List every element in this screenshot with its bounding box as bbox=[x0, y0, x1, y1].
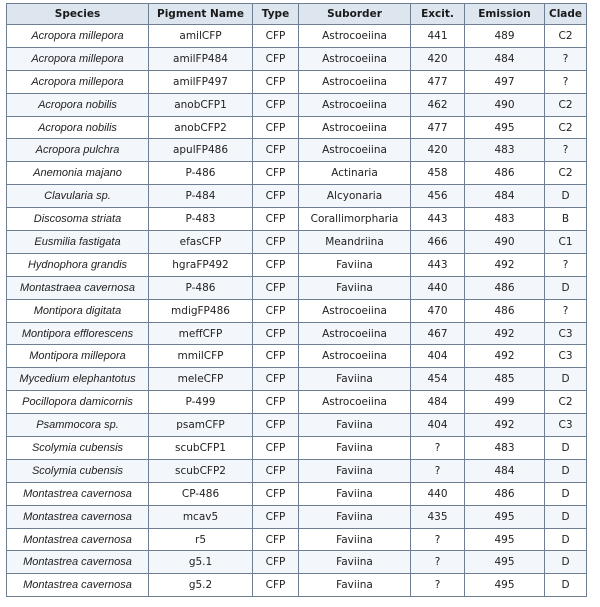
pigment-name-cell: meffCFP bbox=[149, 322, 253, 345]
emission-cell: 483 bbox=[465, 208, 545, 231]
clade-cell: ? bbox=[545, 70, 587, 93]
excitation-cell: 404 bbox=[411, 345, 465, 368]
table-row bbox=[7, 93, 587, 116]
suborder-cell: Alcyonaria bbox=[299, 185, 411, 208]
species-cell: Montastrea cavernosa bbox=[7, 482, 149, 505]
type-cell: CFP bbox=[253, 231, 299, 254]
clade-cell: ? bbox=[545, 253, 587, 276]
species-cell: Acropora nobilis bbox=[7, 93, 149, 116]
clade-cell: C2 bbox=[545, 162, 587, 185]
clade-cell: D bbox=[545, 482, 587, 505]
emission-cell: 492 bbox=[465, 253, 545, 276]
type-cell: CFP bbox=[253, 322, 299, 345]
pigment-name-cell: P-483 bbox=[149, 208, 253, 231]
excitation-cell: 440 bbox=[411, 482, 465, 505]
pigment-name-cell: scubCFP2 bbox=[149, 459, 253, 482]
table-row bbox=[7, 345, 587, 368]
clade-cell: D bbox=[545, 437, 587, 460]
type-cell: CFP bbox=[253, 482, 299, 505]
column-header-emission[interactable]: Emission bbox=[465, 4, 545, 25]
species-cell: Hydnophora grandis bbox=[7, 253, 149, 276]
pigment-name-cell: anobCFP1 bbox=[149, 93, 253, 116]
pigment-name-cell: anobCFP2 bbox=[149, 116, 253, 139]
pigment-name-cell: hgraFP492 bbox=[149, 253, 253, 276]
clade-cell: D bbox=[545, 574, 587, 597]
emission-cell: 495 bbox=[465, 551, 545, 574]
table-row bbox=[7, 437, 587, 460]
emission-cell: 499 bbox=[465, 391, 545, 414]
excitation-cell: 462 bbox=[411, 93, 465, 116]
emission-cell: 486 bbox=[465, 162, 545, 185]
suborder-cell: Faviina bbox=[299, 459, 411, 482]
table-row bbox=[7, 70, 587, 93]
pigment-name-cell: scubCFP1 bbox=[149, 437, 253, 460]
emission-cell: 495 bbox=[465, 574, 545, 597]
excitation-cell: 443 bbox=[411, 253, 465, 276]
type-cell: CFP bbox=[253, 528, 299, 551]
excitation-cell: ? bbox=[411, 459, 465, 482]
clade-cell: C3 bbox=[545, 345, 587, 368]
table-row bbox=[7, 299, 587, 322]
pigment-name-cell: P-486 bbox=[149, 162, 253, 185]
clade-cell: D bbox=[545, 551, 587, 574]
species-cell: Montastrea cavernosa bbox=[7, 551, 149, 574]
type-cell: CFP bbox=[253, 276, 299, 299]
type-cell: CFP bbox=[253, 25, 299, 48]
type-cell: CFP bbox=[253, 116, 299, 139]
pigment-name-cell: mmilCFP bbox=[149, 345, 253, 368]
species-cell: Discosoma striata bbox=[7, 208, 149, 231]
excitation-cell: 456 bbox=[411, 185, 465, 208]
pigment-name-cell: P-499 bbox=[149, 391, 253, 414]
clade-cell: ? bbox=[545, 299, 587, 322]
pigment-name-cell: P-484 bbox=[149, 185, 253, 208]
suborder-cell: Corallimorpharia bbox=[299, 208, 411, 231]
suborder-cell: Astrocoeiina bbox=[299, 391, 411, 414]
excitation-cell: 420 bbox=[411, 139, 465, 162]
type-cell: CFP bbox=[253, 459, 299, 482]
column-header-excitation[interactable]: Excit. bbox=[411, 4, 465, 25]
suborder-cell: Astrocoeiina bbox=[299, 116, 411, 139]
excitation-cell: 454 bbox=[411, 368, 465, 391]
suborder-cell: Faviina bbox=[299, 528, 411, 551]
type-cell: CFP bbox=[253, 551, 299, 574]
excitation-cell: ? bbox=[411, 551, 465, 574]
excitation-cell: 458 bbox=[411, 162, 465, 185]
emission-cell: 495 bbox=[465, 505, 545, 528]
species-cell: Acropora millepora bbox=[7, 47, 149, 70]
excitation-cell: 441 bbox=[411, 25, 465, 48]
clade-cell: D bbox=[545, 368, 587, 391]
emission-cell: 492 bbox=[465, 414, 545, 437]
header-row bbox=[7, 4, 587, 25]
emission-cell: 495 bbox=[465, 116, 545, 139]
suborder-cell: Faviina bbox=[299, 551, 411, 574]
type-cell: CFP bbox=[253, 162, 299, 185]
excitation-cell: ? bbox=[411, 528, 465, 551]
suborder-cell: Faviina bbox=[299, 574, 411, 597]
species-cell: Montipora millepora bbox=[7, 345, 149, 368]
clade-cell: C2 bbox=[545, 391, 587, 414]
emission-cell: 497 bbox=[465, 70, 545, 93]
table-row bbox=[7, 276, 587, 299]
column-header-clade[interactable]: Clade bbox=[545, 4, 587, 25]
emission-cell: 483 bbox=[465, 437, 545, 460]
column-header-suborder[interactable]: Suborder bbox=[299, 4, 411, 25]
excitation-cell: ? bbox=[411, 437, 465, 460]
species-cell: Acropora pulchra bbox=[7, 139, 149, 162]
excitation-cell: 466 bbox=[411, 231, 465, 254]
excitation-cell: 484 bbox=[411, 391, 465, 414]
type-cell: CFP bbox=[253, 574, 299, 597]
column-header-pigment-name[interactable]: Pigment Name bbox=[149, 4, 253, 25]
table-row bbox=[7, 459, 587, 482]
excitation-cell: 420 bbox=[411, 47, 465, 70]
excitation-cell: 404 bbox=[411, 414, 465, 437]
species-cell: Montipora efflorescens bbox=[7, 322, 149, 345]
suborder-cell: Astrocoeiina bbox=[299, 299, 411, 322]
column-header-species[interactable]: Species bbox=[7, 4, 149, 25]
species-cell: Pocillopora damicornis bbox=[7, 391, 149, 414]
clade-cell: ? bbox=[545, 139, 587, 162]
suborder-cell: Faviina bbox=[299, 414, 411, 437]
pigment-name-cell: r5 bbox=[149, 528, 253, 551]
suborder-cell: Faviina bbox=[299, 368, 411, 391]
clade-cell: C2 bbox=[545, 25, 587, 48]
table-row bbox=[7, 528, 587, 551]
species-cell: Scolymia cubensis bbox=[7, 437, 149, 460]
type-cell: CFP bbox=[253, 139, 299, 162]
pigment-name-cell: mcav5 bbox=[149, 505, 253, 528]
clade-cell: C1 bbox=[545, 231, 587, 254]
table-row bbox=[7, 414, 587, 437]
pigment-name-cell: mdigFP486 bbox=[149, 299, 253, 322]
table-row bbox=[7, 391, 587, 414]
species-cell: Acropora millepora bbox=[7, 70, 149, 93]
clade-cell: D bbox=[545, 528, 587, 551]
pigment-table bbox=[6, 3, 587, 597]
table-body bbox=[7, 25, 587, 597]
excitation-cell: 477 bbox=[411, 116, 465, 139]
pigment-name-cell: CP-486 bbox=[149, 482, 253, 505]
type-cell: CFP bbox=[253, 253, 299, 276]
table-row bbox=[7, 505, 587, 528]
pigment-name-cell: psamCFP bbox=[149, 414, 253, 437]
emission-cell: 484 bbox=[465, 185, 545, 208]
type-cell: CFP bbox=[253, 185, 299, 208]
emission-cell: 486 bbox=[465, 276, 545, 299]
clade-cell: D bbox=[545, 459, 587, 482]
suborder-cell: Astrocoeiina bbox=[299, 139, 411, 162]
excitation-cell: 443 bbox=[411, 208, 465, 231]
emission-cell: 492 bbox=[465, 345, 545, 368]
suborder-cell: Astrocoeiina bbox=[299, 322, 411, 345]
type-cell: CFP bbox=[253, 414, 299, 437]
clade-cell: C2 bbox=[545, 93, 587, 116]
table-row bbox=[7, 482, 587, 505]
emission-cell: 486 bbox=[465, 299, 545, 322]
pigment-name-cell: g5.2 bbox=[149, 574, 253, 597]
species-cell: Eusmilia fastigata bbox=[7, 231, 149, 254]
species-cell: Montastrea cavernosa bbox=[7, 574, 149, 597]
type-cell: CFP bbox=[253, 208, 299, 231]
clade-cell: D bbox=[545, 505, 587, 528]
pigment-name-cell: P-486 bbox=[149, 276, 253, 299]
species-cell: Montastraea cavernosa bbox=[7, 276, 149, 299]
emission-cell: 489 bbox=[465, 25, 545, 48]
emission-cell: 490 bbox=[465, 231, 545, 254]
table-row bbox=[7, 322, 587, 345]
table-row bbox=[7, 231, 587, 254]
clade-cell: C2 bbox=[545, 116, 587, 139]
column-header-type[interactable]: Type bbox=[253, 4, 299, 25]
species-cell: Montipora digitata bbox=[7, 299, 149, 322]
type-cell: CFP bbox=[253, 368, 299, 391]
excitation-cell: 467 bbox=[411, 322, 465, 345]
species-cell: Acropora millepora bbox=[7, 25, 149, 48]
clade-cell: C3 bbox=[545, 322, 587, 345]
excitation-cell: 470 bbox=[411, 299, 465, 322]
species-cell: Anemonia majano bbox=[7, 162, 149, 185]
clade-cell: D bbox=[545, 276, 587, 299]
emission-cell: 490 bbox=[465, 93, 545, 116]
emission-cell: 492 bbox=[465, 322, 545, 345]
excitation-cell: 440 bbox=[411, 276, 465, 299]
species-cell: Montastrea cavernosa bbox=[7, 528, 149, 551]
suborder-cell: Meandriina bbox=[299, 231, 411, 254]
excitation-cell: 435 bbox=[411, 505, 465, 528]
table-row bbox=[7, 208, 587, 231]
clade-cell: C3 bbox=[545, 414, 587, 437]
table-row bbox=[7, 116, 587, 139]
type-cell: CFP bbox=[253, 70, 299, 93]
suborder-cell: Astrocoeiina bbox=[299, 70, 411, 93]
pigment-name-cell: amilFP484 bbox=[149, 47, 253, 70]
pigment-name-cell: g5.1 bbox=[149, 551, 253, 574]
table-row bbox=[7, 185, 587, 208]
type-cell: CFP bbox=[253, 345, 299, 368]
emission-cell: 484 bbox=[465, 47, 545, 70]
species-cell: Acropora nobilis bbox=[7, 116, 149, 139]
table-row bbox=[7, 368, 587, 391]
suborder-cell: Faviina bbox=[299, 505, 411, 528]
type-cell: CFP bbox=[253, 47, 299, 70]
clade-cell: ? bbox=[545, 47, 587, 70]
suborder-cell: Astrocoeiina bbox=[299, 25, 411, 48]
suborder-cell: Faviina bbox=[299, 437, 411, 460]
species-cell: Clavularia sp. bbox=[7, 185, 149, 208]
species-cell: Mycedium elephantotus bbox=[7, 368, 149, 391]
table-row bbox=[7, 25, 587, 48]
suborder-cell: Astrocoeiina bbox=[299, 345, 411, 368]
type-cell: CFP bbox=[253, 437, 299, 460]
suborder-cell: Astrocoeiina bbox=[299, 47, 411, 70]
table-row bbox=[7, 139, 587, 162]
excitation-cell: ? bbox=[411, 574, 465, 597]
type-cell: CFP bbox=[253, 93, 299, 116]
pigment-name-cell: efasCFP bbox=[149, 231, 253, 254]
emission-cell: 484 bbox=[465, 459, 545, 482]
suborder-cell: Faviina bbox=[299, 482, 411, 505]
table-row bbox=[7, 47, 587, 70]
pigment-name-cell: meleCFP bbox=[149, 368, 253, 391]
species-cell: Montastrea cavernosa bbox=[7, 505, 149, 528]
pigment-name-cell: amilCFP bbox=[149, 25, 253, 48]
suborder-cell: Faviina bbox=[299, 253, 411, 276]
emission-cell: 483 bbox=[465, 139, 545, 162]
type-cell: CFP bbox=[253, 299, 299, 322]
table-row bbox=[7, 551, 587, 574]
emission-cell: 486 bbox=[465, 482, 545, 505]
species-cell: Psammocora sp. bbox=[7, 414, 149, 437]
type-cell: CFP bbox=[253, 505, 299, 528]
species-cell: Scolymia cubensis bbox=[7, 459, 149, 482]
emission-cell: 495 bbox=[465, 528, 545, 551]
pigment-name-cell: apulFP486 bbox=[149, 139, 253, 162]
type-cell: CFP bbox=[253, 391, 299, 414]
suborder-cell: Faviina bbox=[299, 276, 411, 299]
suborder-cell: Astrocoeiina bbox=[299, 93, 411, 116]
suborder-cell: Actinaria bbox=[299, 162, 411, 185]
clade-cell: B bbox=[545, 208, 587, 231]
table-row bbox=[7, 162, 587, 185]
table-row bbox=[7, 253, 587, 276]
table-row bbox=[7, 574, 587, 597]
clade-cell: D bbox=[545, 185, 587, 208]
excitation-cell: 477 bbox=[411, 70, 465, 93]
emission-cell: 485 bbox=[465, 368, 545, 391]
pigment-name-cell: amilFP497 bbox=[149, 70, 253, 93]
